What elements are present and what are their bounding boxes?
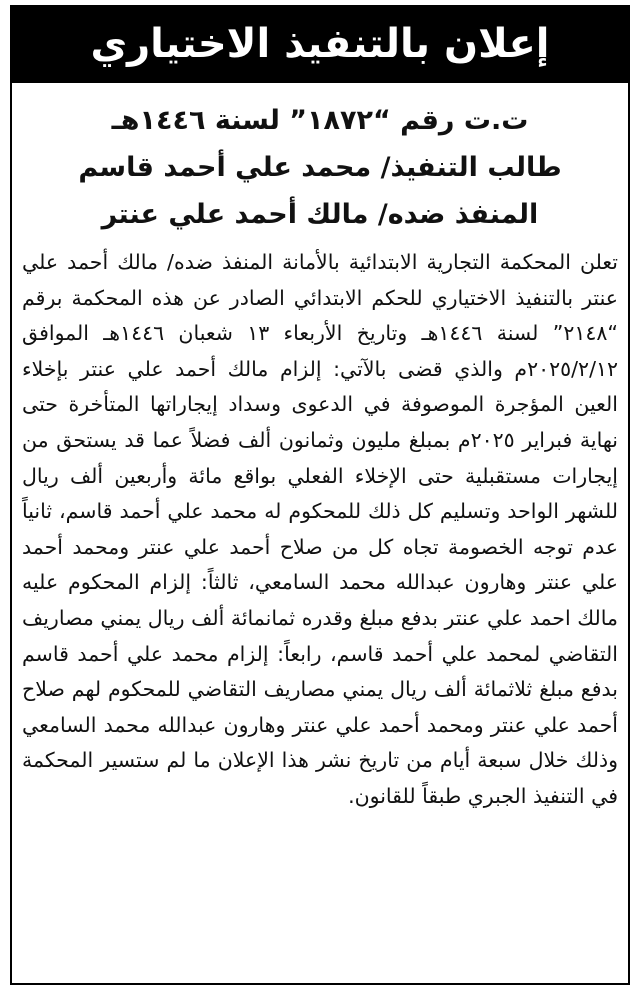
notice-body: تعلن المحكمة التجارية الابتدائية بالأمانة المنفذ ضده/ مالك أحمد علي عنتر بالتنفيذ الاختياري للحكم الابتدائي الصادر عن هذه المحكمة برقم “٢١٤٨” لسنة ١٤٤٦هـ وتاريخ الأربعاء ١٣ شعبان ١٤٤٦هـ الموافق ٢٠٢٥/٢/١٢م والذي قضى بالآتي: إلزام مالك أحمد علي عنتر بإخلاء العين المؤجرة الموصوفة في الدعوى وسداد إيجاراتها المتأخرة حتى نهاية فبراير ٢٠٢٥م بمبلغ مليون وثمانون ألف فضلاً عما قد يستحق من إيجارات مستقبلية حتى الإخلاء الفعلي بواقع مائة وأربعين ألف ريال للشهر الواحد وتسليم كل ذلك للمحكوم له محمد علي أحمد قاسم، ثانياً عدم توجه الخصومة تجاه كل من صلاح أحمد علي عنتر ومحمد أحمد علي عنتر وهارون عبدالله محمد السامعي، ثالثاً: إلزام المحكوم عليه مالك احمد علي عنتر بدفع مبلغ وقدره ثمانمائة ألف ريال يمني مصاريف التقاضي لمحمد علي أحمد قاسم، رابعاً: إلزام محمد علي أحمد قاسم بدفع مبلغ ثلاثمائة ألف ريال يمني مصاريف التقاضي للمحكوم لهم صلاح أحمد علي عنتر ومحمد أحمد علي عنتر وهارون عبدالله محمد السامعي وذلك خلال سبعة أيام من تاريخ نشر هذا الإعلان ما لم ستسير المحكمة في التنفيذ الجبري طبقاً للقانون. xyxy=(22,250,619,808)
case-number-line: ت.ت رقم “١٨٧٢” لسنة ١٤٤٦هـ xyxy=(111,105,529,136)
execution-applicant-line: طالب التنفيذ/ محمد علي أحمد قاسم xyxy=(78,152,562,183)
execution-respondent-line: المنفذ ضده/ مالك أحمد علي عنتر xyxy=(101,199,539,230)
notice-title: إعلان بالتنفيذ الاختياري xyxy=(10,5,630,83)
